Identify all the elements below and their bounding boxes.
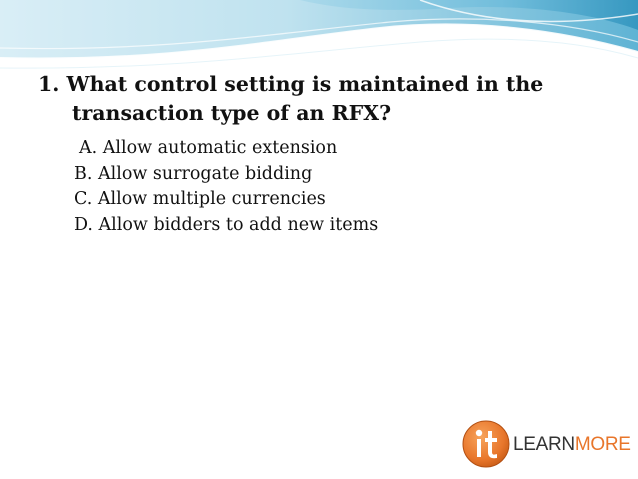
logo-word-learn: LEARN xyxy=(513,434,575,455)
question-line-2: transaction type of an RFX? xyxy=(72,101,392,125)
answer-option-c: C. Allow multiple currencies xyxy=(74,189,326,209)
logo-wordmark xyxy=(513,434,631,456)
header-wave-decoration xyxy=(0,0,638,80)
answer-option-a: A. Allow automatic extension xyxy=(79,138,338,158)
learnmore-logo xyxy=(461,419,631,471)
question-text xyxy=(38,70,598,128)
answer-option-d: D. Allow bidders to add new items xyxy=(74,214,379,235)
question-line-1: What control setting is maintained in the xyxy=(66,72,544,96)
question-number: 1. xyxy=(38,72,60,96)
logo-word-more: MORE xyxy=(574,434,631,455)
answer-options xyxy=(74,136,378,238)
it-logo-icon xyxy=(461,419,511,469)
answer-option-b: B. Allow surrogate bidding xyxy=(74,163,313,184)
